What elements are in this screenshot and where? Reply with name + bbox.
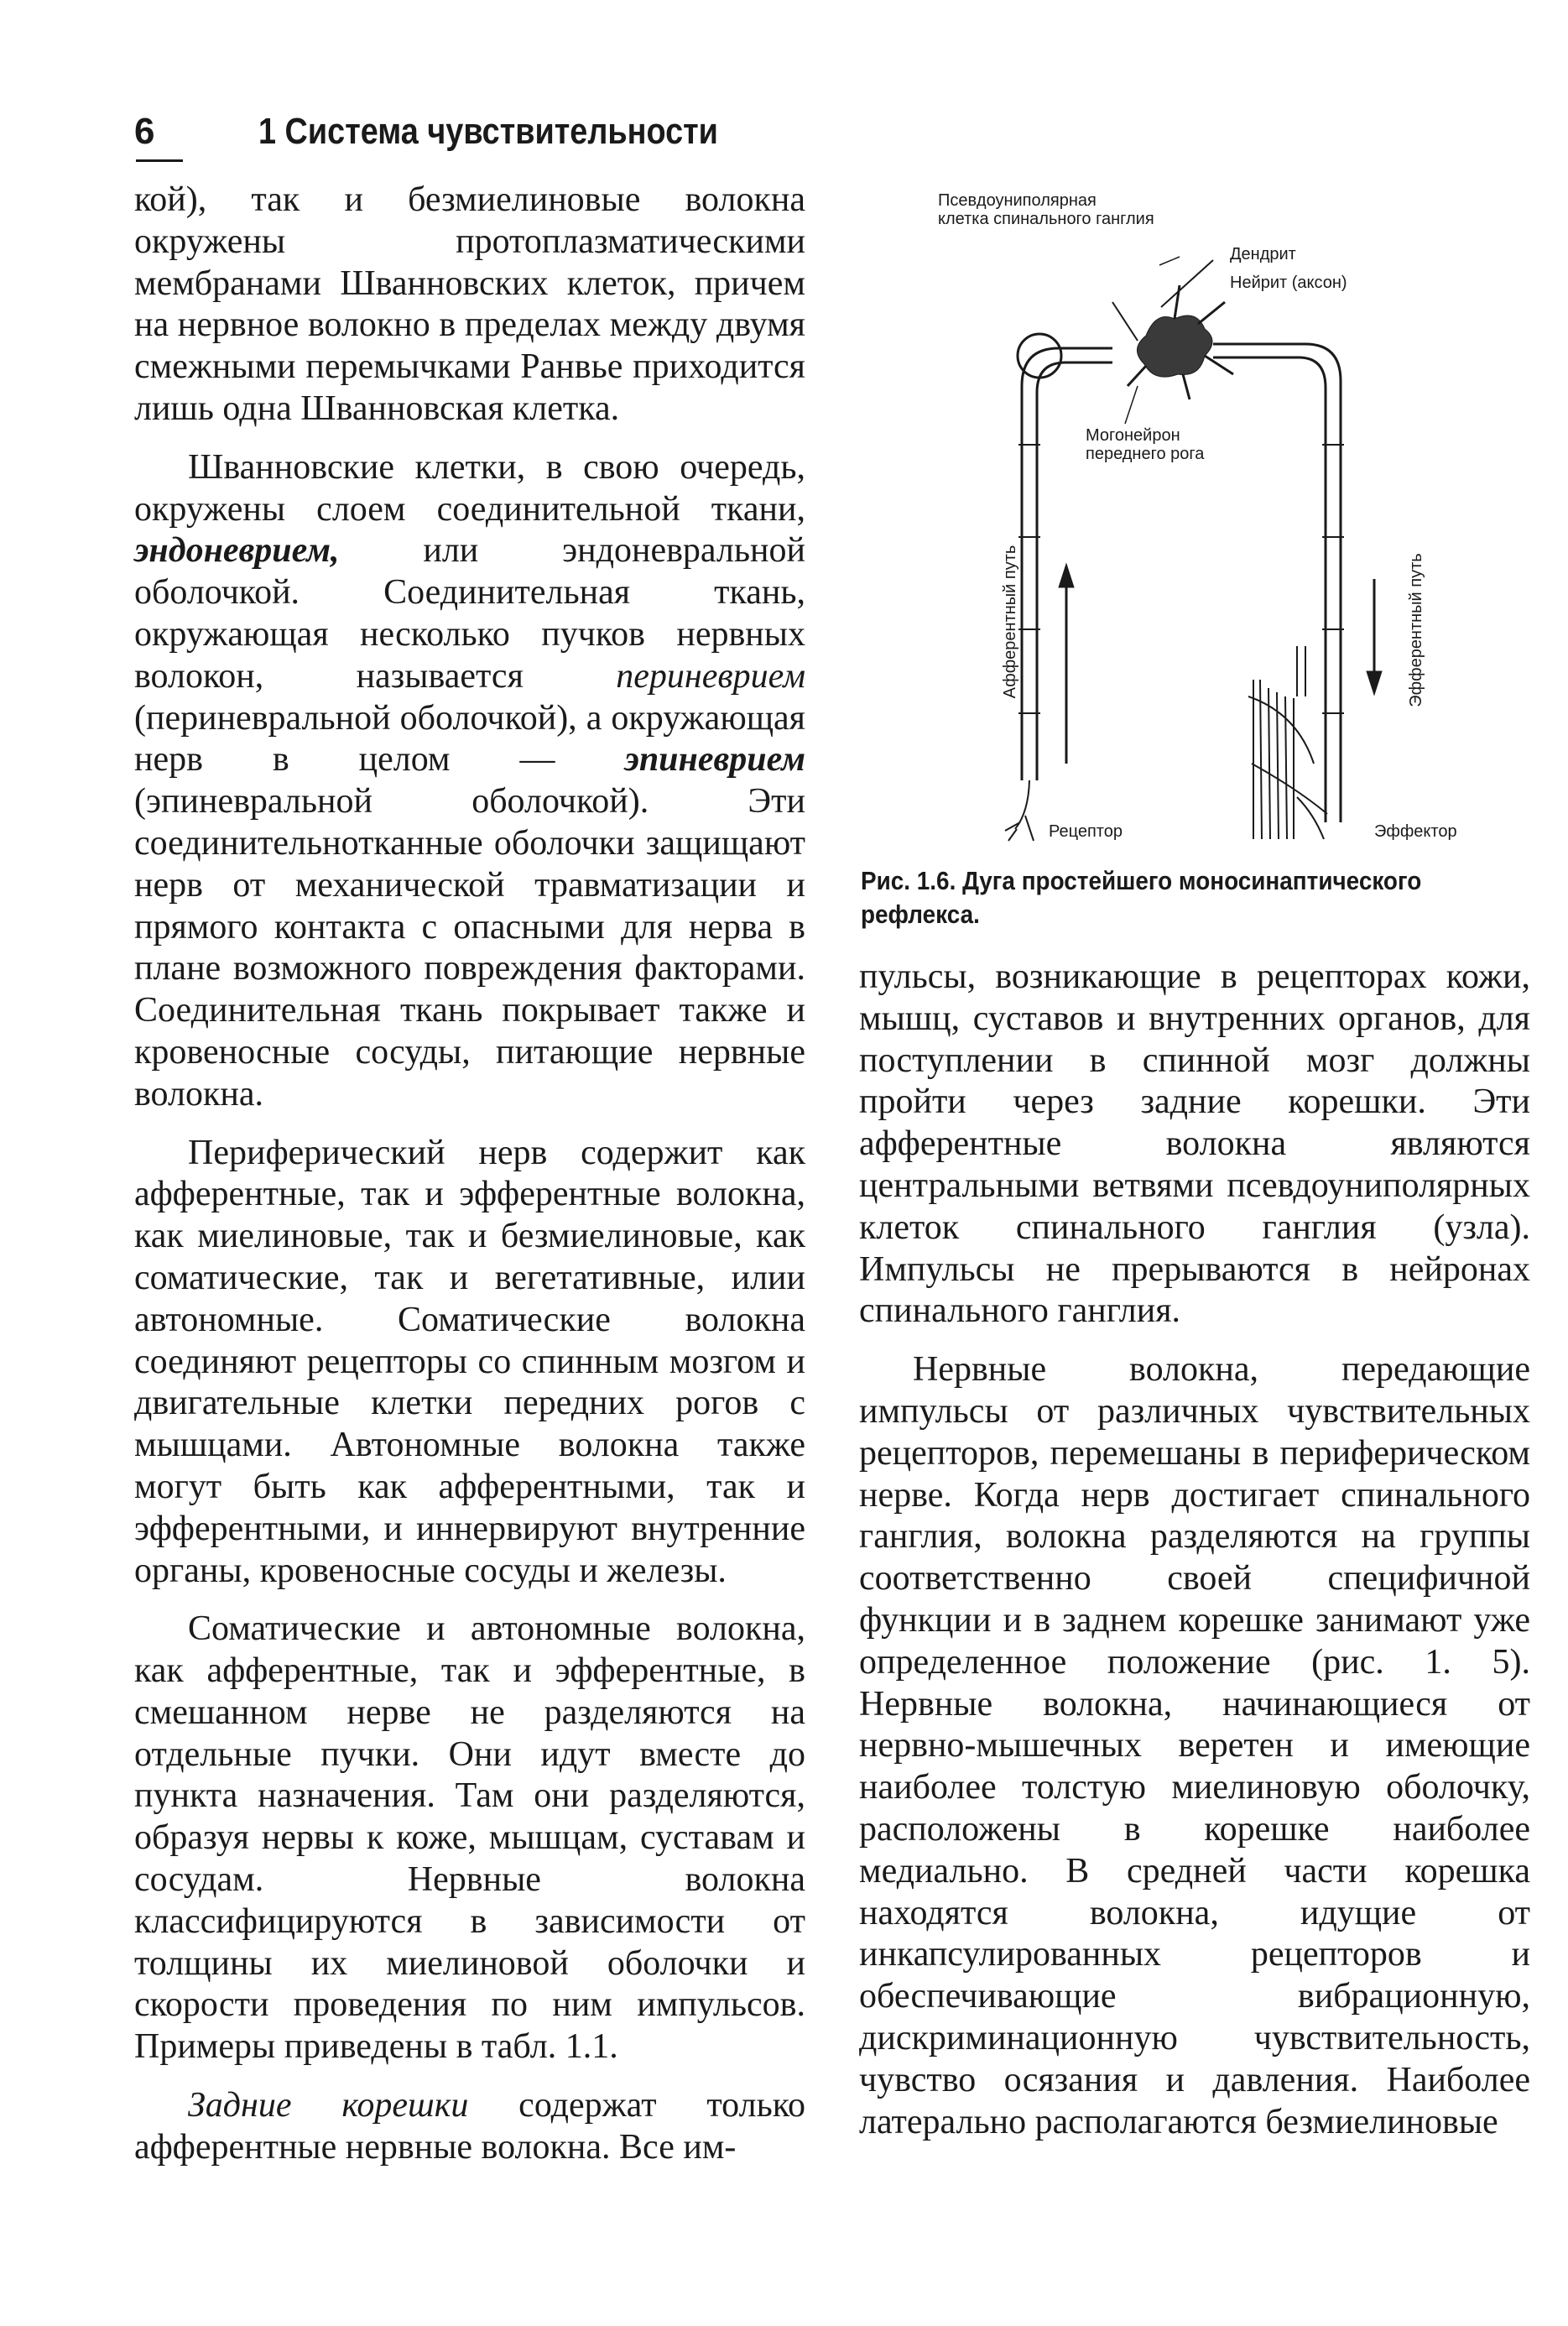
paragraph-5-text: содержат только афферентные нервные волокна. Все им- xyxy=(134,2086,805,2167)
term-endoneurium: эндоневрием, xyxy=(134,531,340,571)
paragraph-2-text-1: Шванновские клетки, в свою очередь, окружены слоем соединительной ткани, xyxy=(134,447,805,529)
label-motoneuron: Могонейрон переднего рога xyxy=(1086,426,1205,463)
label-pseudounipolar-cell: Псевдоуниполярная клетка спинального ганглия xyxy=(938,191,1154,228)
reflex-arc-diagram xyxy=(861,176,1532,864)
figure-caption: Рис. 1.6. Дуга простейшего моносинаптического рефлекса. xyxy=(861,866,1422,929)
paragraph-1: кой), так и безмиелиновые волокна окружены протоплазматическими мембранами Шванновских клеток, причем на нервное волокно в пределах между двумя смежными перемычками Ранвье приходится лишь одна Шванновская клетка. xyxy=(134,180,805,428)
label-receptor: Рецептор xyxy=(1049,822,1123,841)
receptor-icon xyxy=(1005,780,1034,841)
page-number: 6 xyxy=(134,111,155,152)
paragraph-7: Нервные волокна, передающие импульсы от различных чувствительных рецепторов, перемешаны в периферическом нерве. Когда нерв достигает спинального ганглия, волокна разделяются на группы соответственно своей специфичной функции и в заднем корешке занимают уже определенное положение (рис. 1. 5). Нервные волокна, начинающиеся от нервно-мышечных веретен и имеющие наиболее толстую миелиновую оболочку, расположены в корешке наиболее медиально. В средней части корешка находятся волокна, идущие от инкапсулированных рецепторов и обеспечивающие вибрационную, дискриминационную чувствительность, чувство осязания и давления. Наиболее латерально располагаются безмиелиновые xyxy=(859,1350,1530,2141)
header-rule xyxy=(136,159,183,162)
motor-neuron-icon xyxy=(1128,285,1233,399)
paragraph-2-text-2: или эндоневральной оболочкой. Соединительная ткань, окружающая несколько пучков нервных волокон, называется xyxy=(134,531,805,696)
label-dendrite: Дендрит xyxy=(1230,245,1296,263)
term-perineurium: периневрием xyxy=(616,656,805,696)
effector-muscle-icon xyxy=(1248,680,1327,839)
paragraph-2-text-3: (периневральной оболочкой), а окружающая нерв в целом — xyxy=(134,698,805,780)
label-efferent-path: Эфферентный путь xyxy=(1407,553,1425,707)
paragraph-2-text-4: (эпиневральной оболочкой). Эти соединительнотканные оболочки защищают нерв от механической травматизации и прямого контакта с опасными для нерва в плане возможного повреждения факторами. Соединительная ткань покрывает также и кровеносные сосуды, питающие нервные волокна. xyxy=(134,782,805,1113)
term-epineurium: эпиневрием xyxy=(624,740,805,780)
label-afferent-path: Афферентный путь xyxy=(1001,545,1019,699)
running-header xyxy=(134,102,1560,161)
spinal-ganglion-icon xyxy=(1018,334,1061,378)
right-column xyxy=(859,957,1530,2160)
label-neurite: Нейрит (аксон) xyxy=(1230,274,1347,292)
paragraph-2 xyxy=(134,447,805,1116)
reflex-arc-figure xyxy=(861,176,1532,931)
left-column xyxy=(134,180,805,2186)
paragraph-4: Соматические и автономные волокна, как афферентные, так и эфферентные, в смешанном нерве не разделяются на отдельные пучки. Они идут вместе до пункта назначения. Там они разделяются, образуя нервы к коже, мышцам, суставам и сосудам. Нервные волокна классифицируются в зависимости от толщины их миелиновой оболочки и скорости проведения по ним импульсов. Примеры приведены в табл. 1.1. xyxy=(134,1609,805,2067)
paragraph-3: Периферический нерв содержит как афферентные, так и эфферентные волокна, как миелиновые, так и безмиелиновые, как соматические, так и вегетативные, илии автономные. Соматические волокна соединяют рецепторы со спинным мозгом и двигательные клетки передних рогов с мышцами. Автономные волокна также могут быть как афферентными, так и эфферентными, и иннервируют внутренние органы, кровеносные сосуды и железы. xyxy=(134,1133,805,1590)
term-posterior-roots: Задние корешки xyxy=(188,2086,469,2125)
paragraph-5 xyxy=(134,2085,805,2169)
label-effector: Эффектор xyxy=(1374,822,1457,841)
paragraph-6: пульсы, возникающие в рецепторах кожи, мышц, суставов и внутренних органов, для поступлении в спинной мозг должны пройти через задние корешки. Эти афферентные волокна являются центральными ветвями псевдоуниполярных клеток спинального ганглия (узла). Импульсы не прерываются в нейронах спинального ганглия. xyxy=(859,957,1530,1331)
chapter-title: 1 Система чувствительности xyxy=(258,111,718,152)
